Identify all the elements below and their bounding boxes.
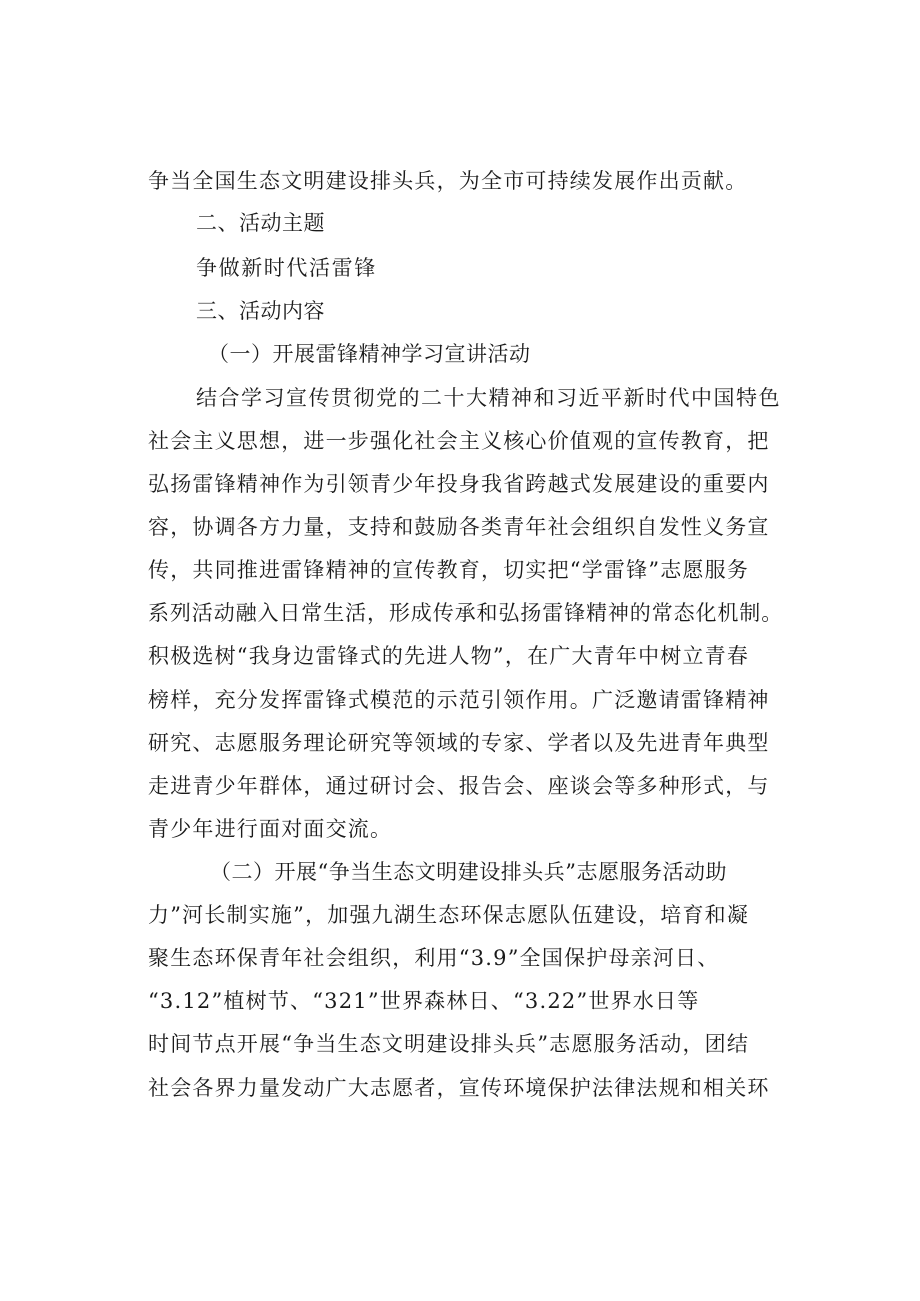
intro-continuation-line: 争当全国生态文明建设排头兵，为全市可持续发展作出贡献。 xyxy=(148,169,748,193)
subsection1-line-2: 社会主义思想，进一步强化社会主义核心价值观的宣传教育，把 xyxy=(148,429,770,453)
subsection2-line-2: 力”河长制实施”，加强九湖生态环保志愿队伍建设，培育和凝 xyxy=(148,903,750,927)
section2-theme: 争做新时代活雷锋 xyxy=(196,256,377,280)
subsection1-line-1: 结合学习宣传贯彻党的二十大精神和习近平新时代中国特色 xyxy=(196,386,781,410)
subsection1-line-10: 走进青少年群体，通过研讨会、报告会、座谈会等多种形式，与 xyxy=(148,774,770,798)
subsection1-title: （一）开展雷锋精神学习宣讲活动 xyxy=(208,342,531,366)
subsection2-line-5: 时间节点开展“争当生态文明建设排头兵”志愿服务活动，团结 xyxy=(148,1032,750,1056)
subsection1-line-9: 研究、志愿服务理论研究等领域的专家、学者以及先进青年典型 xyxy=(148,731,770,755)
subsection2-line-3: 聚生态环保青年社会组织，利用“3.9”全国保护母亲河日、 xyxy=(148,946,720,970)
subsection1-line-5: 传，共同推进雷锋精神的宣传教育，切实把“学雷锋”志愿服务 xyxy=(148,558,750,582)
subsection1-line-4: 容，协调各方力量，支持和鼓励各类青年社会组织自发性义务宣 xyxy=(148,515,770,539)
section3-heading: 三、活动内容 xyxy=(196,299,325,323)
subsection1-line-3: 弘扬雷锋精神作为引领青少年投身我省跨越式发展建设的重要内 xyxy=(148,472,770,496)
section2-heading: 二、活动主题 xyxy=(196,211,325,235)
subsection2-line-4: “3.12”植树节、“321”世界森林日、“3.22”世界水日等 xyxy=(148,989,700,1013)
subsection1-line-11: 青少年进行面对面交流。 xyxy=(148,817,393,841)
subsection2-line-6: 社会各界力量发动广大志愿者，宣传环境保护法律法规和相关环 xyxy=(148,1076,770,1100)
subsection2-line-1: （二）开展“争当生态文明建设排头兵”志愿服务活动助 xyxy=(210,860,727,884)
subsection1-line-6: 系列活动融入日常生活，形成传承和弘扬雷锋精神的常态化机制。 xyxy=(148,601,784,625)
subsection1-line-7: 积极选树“我身边雷锋式的先进人物”，在广大青年中树立青春 xyxy=(148,644,750,668)
subsection1-line-8: 榜样，充分发挥雷锋式模范的示范引领作用。广泛邀请雷锋精神 xyxy=(148,688,770,712)
